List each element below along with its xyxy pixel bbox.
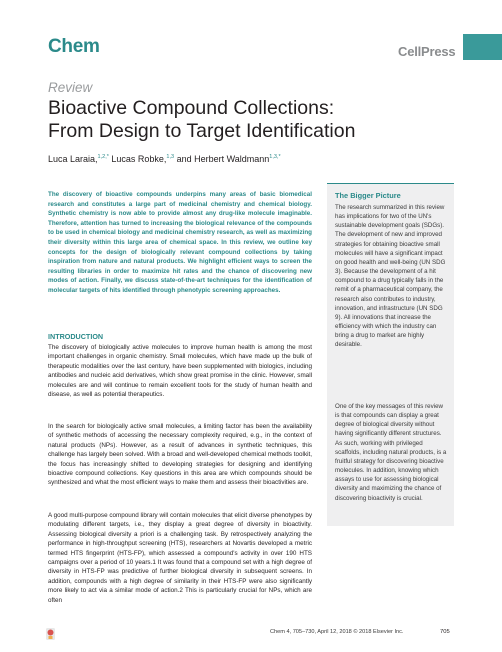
bigger-picture-paragraph-2: One of the key messages of this review is that compounds can display a great degree of biological diversity without having significantly different structures. As such, working with privileged scaffolds, including natural products, is a fruitful strategy for discovering bioactive molecules. In addition, knowing which assays to use for assessing biological diversity and maximizing the chance of discovering bioactivity is crucial. — [335, 403, 447, 502]
body-paragraph-3: A good multi-purpose compound library will contain molecules that elicit diverse phenotypes by modulating different targets, i.e., they display a great degree of diversity in bioactivity. Assessing biological diversity a priori is a challenging task. By retrospectively analyzing the performance in high-throughput screening (HTS), researchers at Novartis developed a metric termed HTS fingerprint (HTS-FP), which assessed a compound's activity in over 190 HTS campaigns over a period of 10 years.1 It was found that a compound set with a high degree of diversity in HTS-FP was predictive of further biological diversity in subsequent screens. In addition, compounds with a high degree of similarity in their HTS-FP were also significantly more likely to act via a similar mode of action.2 This is particularly crucial for NPs, which are often — [48, 512, 312, 604]
author-1-affiliation: 1,2,* — [97, 154, 109, 160]
journal-logo: Chem — [48, 36, 100, 57]
article-title-line-1: Bioactive Compound Collections: — [48, 97, 335, 119]
body-paragraph-2: In the search for biologically active small molecules, a limiting factor has been the availability of synthetic methods of accessing the necessary complexity required, e.g., in the context of natural products (NPs). However, as a result of advances in synthetic techniques, this challenge has largely been solved. With a broad and well-developed chemical methods toolkit, the focus has increasingly shifted to developing strategies for designing and identifying bioactive compound collections. Key questions in this area are which compounds should be synthesized and what the most efficient ways to make them and assess their bioactivities are. — [48, 423, 312, 487]
header-accent-bar — [463, 34, 502, 60]
author-list — [48, 154, 281, 164]
bigger-picture-paragraph-1: The research summarized in this review has implications for two of the UN's sustainable development goals (SDGs). The development of new and improved strategies for obtaining bioactive small molecules will have a significant impact on good health and well-being (UN SDG 3). Because the development of a hit compound to a drug typically falls in the remit of a pharmaceutical company, the research also contributes to industry, innovation, and infrastructure (UN SDG 9). All innovations that increase the efficiency with which the industry can bring a drug to market are highly desirable. — [335, 204, 446, 349]
page-number: 705 — [440, 629, 450, 635]
author-2: Lucas Robke, — [108, 154, 167, 164]
crossmark-icon[interactable] — [46, 628, 55, 640]
article-title — [48, 97, 448, 143]
author-3-affiliation: 1,3,* — [269, 154, 281, 160]
article-title-line-2: From Design to Target Identification — [48, 120, 356, 142]
footer-citation: Chem 4, 705–730, April 12, 2018 © 2018 Elsevier Inc. — [270, 629, 404, 635]
publisher-logo: CellPress — [398, 44, 456, 59]
bigger-picture-title: The Bigger Picture — [335, 191, 401, 200]
author-2-affiliation: 1,3 — [166, 154, 175, 160]
section-heading-introduction: INTRODUCTION — [48, 332, 104, 341]
abstract: The discovery of bioactive compounds underpins many areas of basic biomedical research and constitutes a large part of medicinal chemistry and chemical biology. Synthetic chemistry is now able to provide almost any drug-like molecule imaginable. Therefore, attention has turned to increasing the biological relevance of the compounds to be used in chemical biology and medicinal chemistry research, as well as maximizing their diversity within this large area of chemical space. In this review, we outline key concepts for the design of biologically relevant compound collections by taking inspiration from nature and natural products. We highlight efficient ways to screen the resulting libraries in order to maximize hit rates and the chance of discovering new modes of action. Finally, we discuss state-of-the-art techniques for the identification of molecular targets of hits identified through phenotypic screening approaches. — [48, 191, 312, 294]
author-1: Luca Laraia, — [48, 154, 98, 164]
author-3: and Herbert Waldmann — [174, 154, 270, 164]
article-type: Review — [48, 80, 93, 95]
body-paragraph-1: The discovery of biologically active molecules to improve human health is among the most important challenges in organic chemistry. Small molecules, which have made up the bulk of therapeutic modalities over the last century, have been supplemented with biologics, including antibodies and nucleic acid derivatives, which show great promise in the clinic. However, small molecules are and will continue to remain excellent tools for the study of human health and disease, as well as potential therapeutics. — [48, 344, 312, 399]
